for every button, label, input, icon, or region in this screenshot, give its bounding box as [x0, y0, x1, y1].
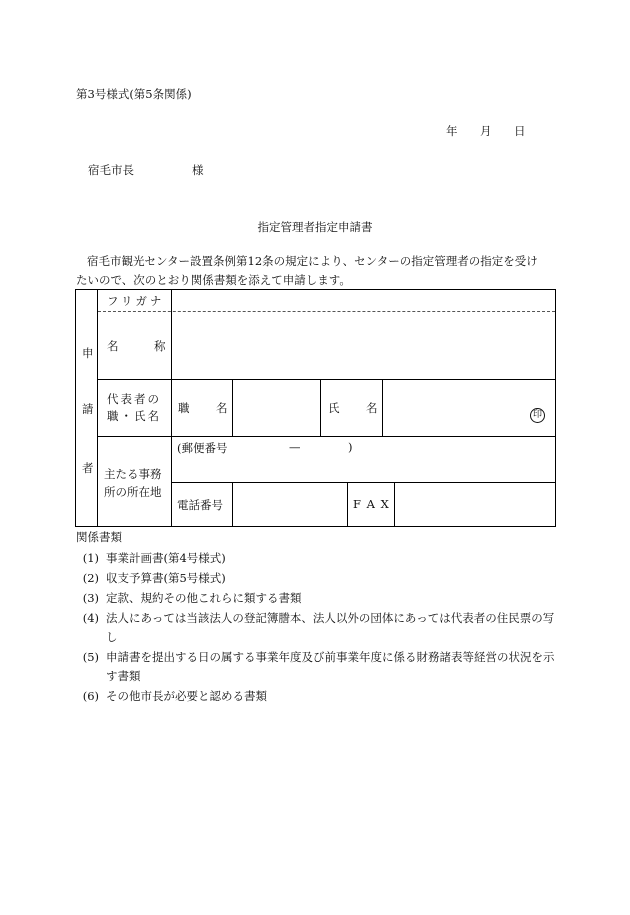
name-label-char-2: 称 [154, 339, 166, 353]
office-label-line-1: 主たる事務 [104, 467, 162, 481]
list-item-number: (5) [82, 650, 99, 664]
list-item [76, 609, 560, 647]
intro-line-2: たいので、次のとおり関係書類を添えて申請します。 [76, 273, 351, 287]
fax-label: F A X [353, 497, 390, 511]
application-form-table [75, 289, 556, 527]
applicant-label-char-3: 者 [82, 461, 94, 475]
list-item-number: (6) [82, 689, 99, 703]
date-line [446, 123, 526, 139]
postal-code-dash: — [289, 440, 301, 454]
divider-person-label [382, 379, 383, 437]
list-item-text: 申請書を提出する日の属する事業年度及び前事業年度に係る財務諸表等経営の状況を示す書類 [106, 650, 555, 683]
document-title: 指定管理者指定申請書 [257, 220, 373, 234]
person-label-char-1: 氏 [328, 401, 340, 415]
furigana-field[interactable] [173, 292, 553, 310]
applicant-label-char-2: 請 [82, 402, 94, 416]
list-item-number: (1) [82, 551, 99, 565]
person-name-field[interactable] [384, 381, 554, 435]
row-divider-postal [172, 482, 555, 483]
list-item [76, 589, 560, 608]
phone-label: 電話番号 [177, 498, 223, 512]
date-day-label: 日 [514, 124, 526, 138]
attachments-heading: 関係書類 [76, 530, 122, 544]
intro-paragraph [76, 252, 560, 290]
divider-fax-label [394, 482, 395, 526]
divider-post-value [320, 379, 321, 437]
phone-field[interactable] [234, 484, 345, 524]
row-divider-name [98, 379, 555, 380]
postal-code-label: (郵便番号 [177, 441, 228, 455]
divider-label-col [171, 290, 172, 526]
post-label-char-1: 職 [178, 401, 190, 415]
list-item-number: (2) [82, 571, 99, 585]
divider-phone-value [347, 482, 348, 526]
date-month-label: 月 [480, 124, 492, 138]
list-item-number: (3) [82, 591, 99, 605]
list-item [76, 687, 560, 706]
furigana-dashed-line [98, 311, 555, 312]
furigana-label: フリガナ [107, 294, 165, 308]
list-item-number: (4) [82, 611, 99, 625]
divider-applicant-col [97, 290, 98, 526]
date-year-label: 年 [446, 124, 458, 138]
intro-line-1: 宿毛市観光センター設置条例第12条の規定により、センターの指定管理者の指定を受け [87, 254, 538, 268]
list-item [76, 569, 560, 588]
row-divider-representative [98, 436, 555, 437]
list-item-text: 事業計画書(第4号様式) [106, 551, 226, 565]
list-item-text: 定款、規約その他これらに類する書類 [106, 591, 302, 605]
address-field[interactable] [173, 458, 553, 480]
seal-mark: 印 [530, 408, 545, 423]
list-item-text: その他市長が必要と認める書類 [106, 689, 267, 703]
rep-label-line-1: 代表者の [107, 392, 161, 406]
list-item-text: 収支予算書(第5号様式) [106, 571, 226, 585]
form-number: 第3号様式(第5条関係) [76, 87, 192, 101]
fax-field[interactable] [396, 484, 553, 524]
name-label-char-1: 名 [107, 339, 119, 353]
honorific: 様 [192, 163, 204, 177]
person-label-char-2: 名 [366, 401, 378, 415]
applicant-label-char-1: 申 [82, 346, 94, 360]
attachments-list [76, 549, 560, 707]
list-item [76, 549, 560, 568]
name-field[interactable] [173, 313, 553, 377]
divider-post-label [232, 379, 233, 437]
rep-label-line-2: 職・氏名 [107, 409, 161, 423]
divider-phone-label [232, 482, 233, 526]
office-label-line-2: 所の所在地 [104, 485, 162, 499]
list-item-text: 法人にあっては当該法人の登記簿謄本、法人以外の団体にあっては代表者の住民票の写し [106, 611, 555, 644]
addressee-name: 宿毛市長 [88, 163, 134, 177]
postal-code-close: ) [348, 440, 353, 454]
list-item [76, 648, 560, 686]
post-field[interactable] [234, 381, 318, 435]
post-label-char-2: 名 [216, 401, 228, 415]
addressee [88, 162, 204, 178]
